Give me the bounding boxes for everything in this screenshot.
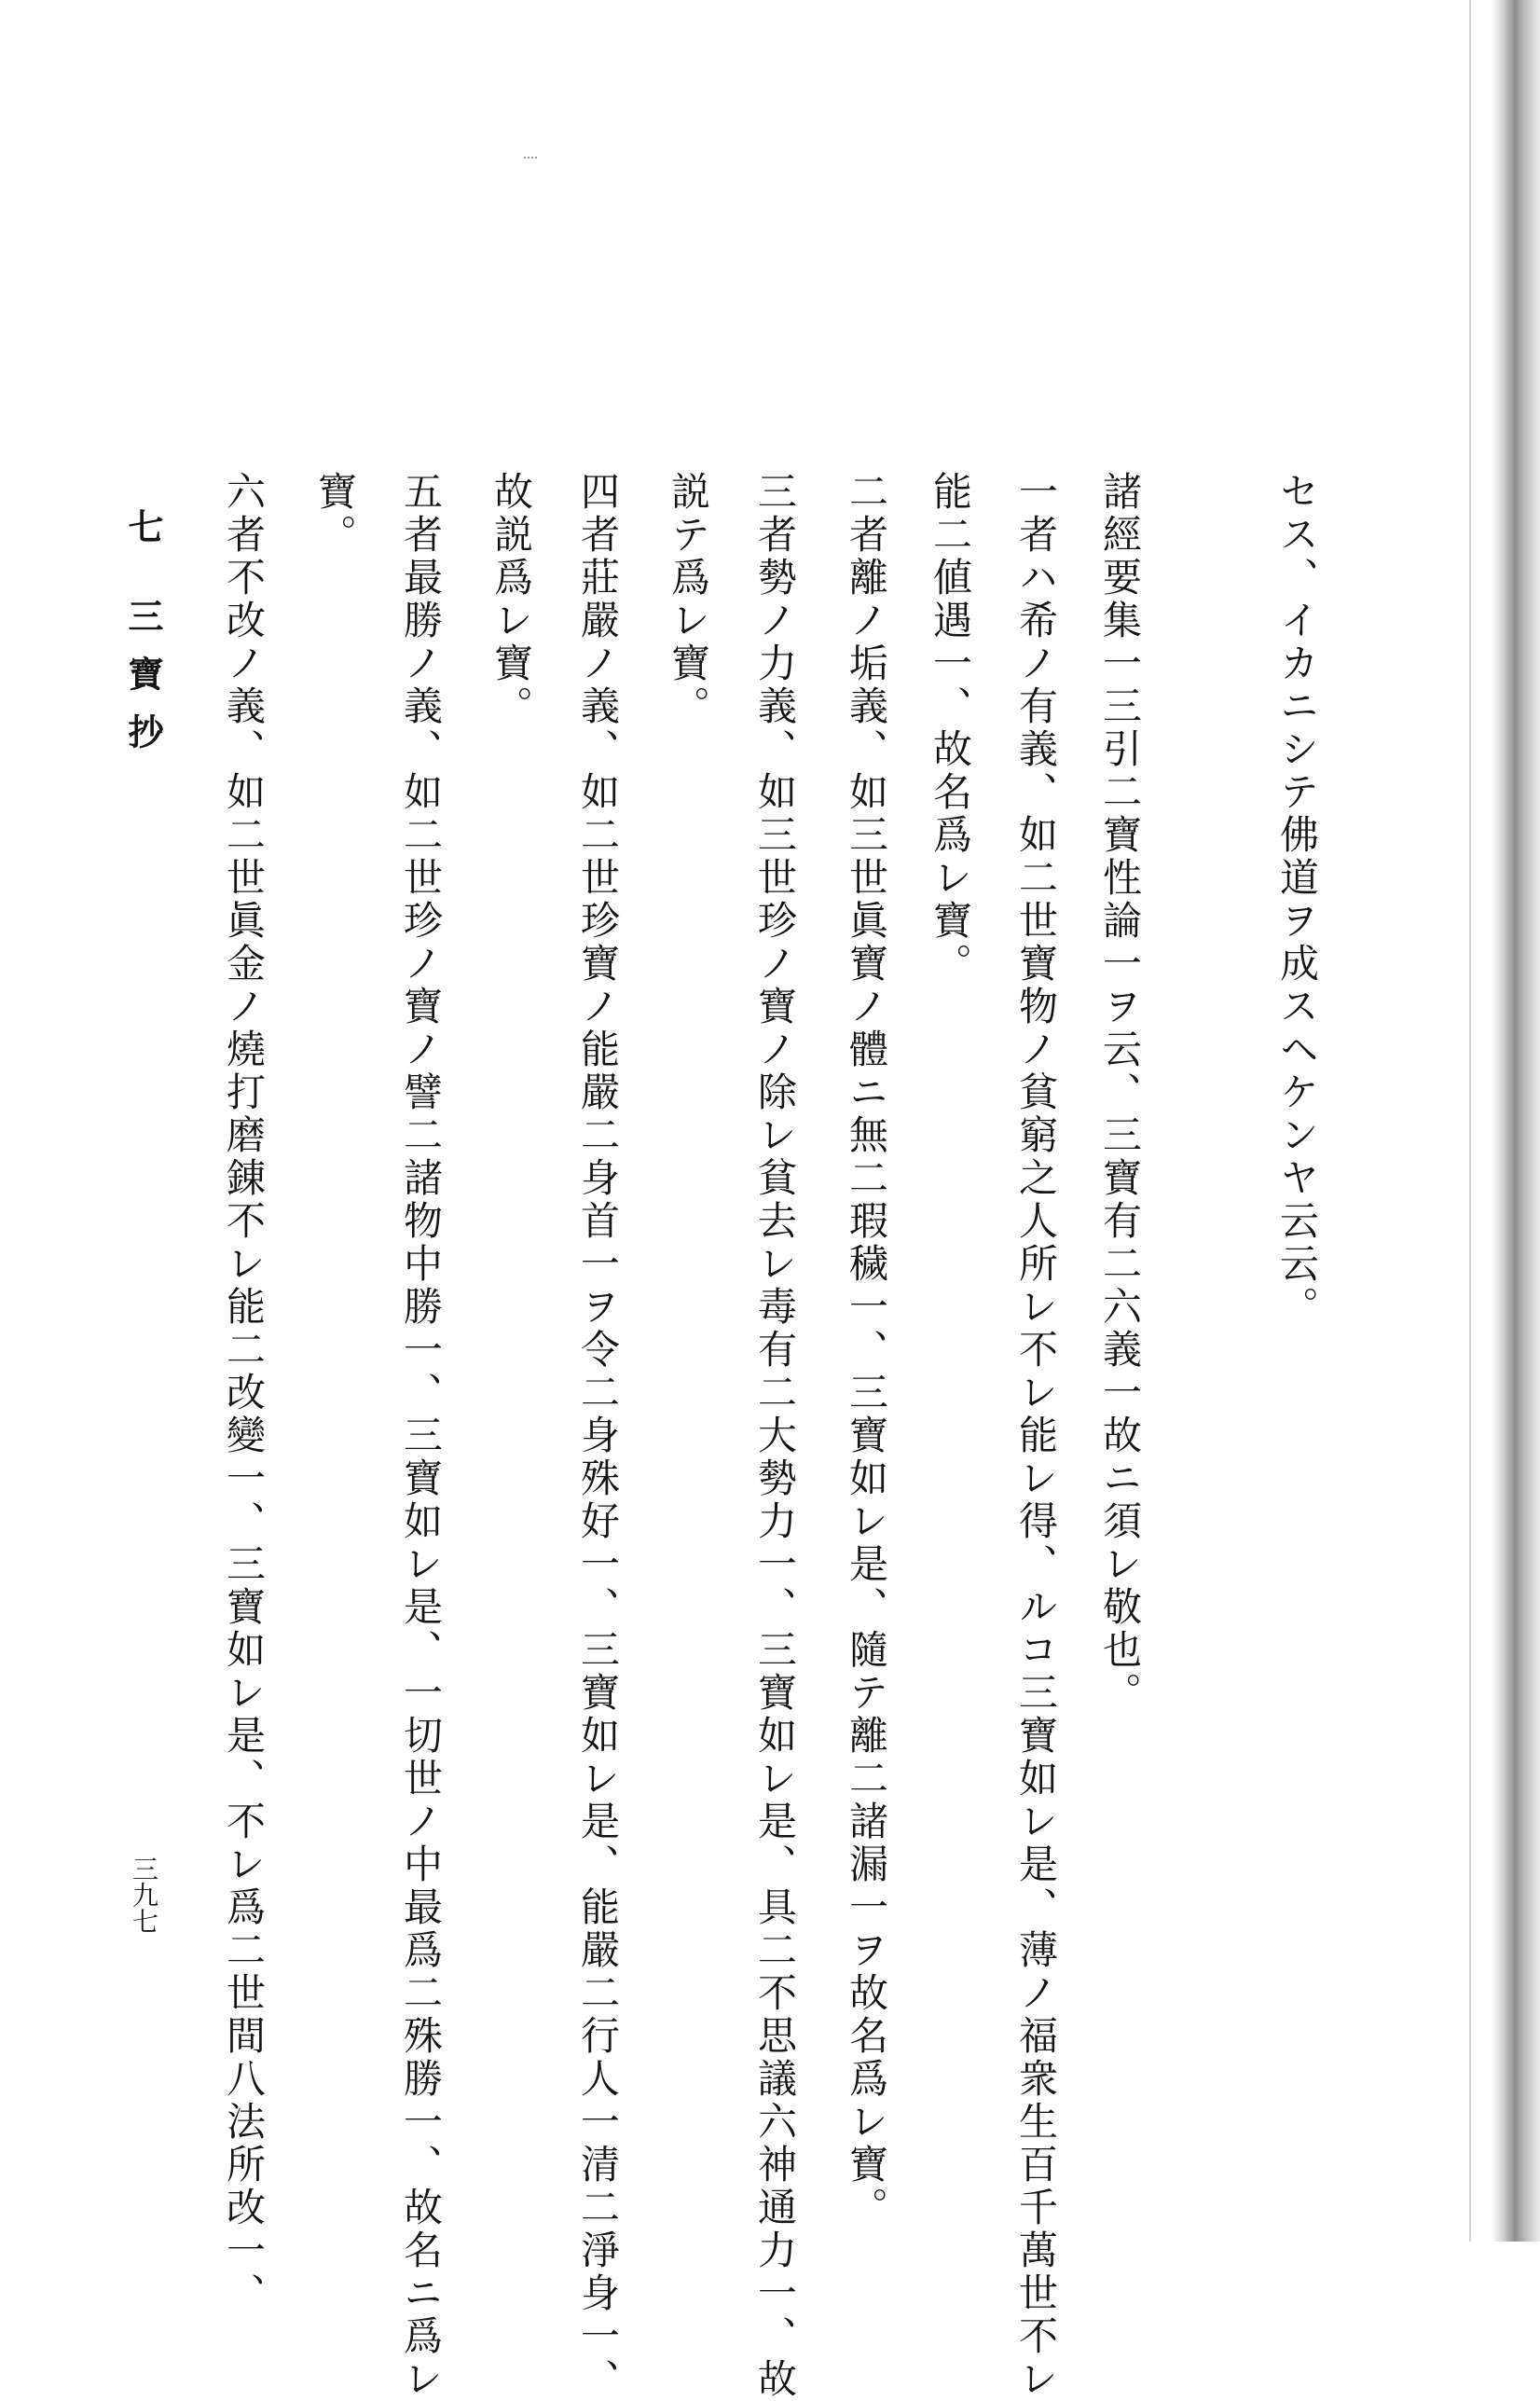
text-column-7: 説テ爲レ寶。 [666,471,711,728]
text-column-4: 能二値遇一、故名爲レ寶。 [928,471,973,986]
text-column-5: 二者離ノ垢義、如三世眞寶ノ體ニ無二瑕穢一、三寶如レ是、隨テ離二諸漏一ヲ故名爲レ寶。 [844,471,889,2229]
text-column-3: 一者ハ希ノ有義、如二世寶物ノ貧窮之人所レ不レ能レ得、ルコ三寶如レ是、薄ノ福衆生百千萬世不レ [1013,471,1059,2401]
text-column-6: 三者勢ノ力義、如三世珍ノ寶ノ除レ貧去レ毒有二大勢力一、三寶如レ是、具二不思議六神通力一、故 [752,471,798,2401]
page-edge-line [1469,0,1471,2242]
running-head [121,508,164,771]
chapter-number: 七 [122,508,164,566]
text-column-2: 諸經要集一三引二寶性論一ヲ云、三寶有二六義一故ニ須レ敬也。 [1097,471,1143,1715]
page-number: 三九七 [129,1856,159,1934]
text-column-10: 五者最勝ノ義、如二世珍ノ寶ノ譬二諸物中勝一、三寶如レ是、一切世ノ中最爲二殊勝一、故名ニ爲レ [398,471,444,2401]
scan-speck [524,157,537,162]
text-column-8: 四者莊嚴ノ義、如二世珍寶ノ能嚴二身首一ヲ令二身殊好一、三寶如レ是、能嚴二行人一清二淨身一、 [575,471,621,2401]
text-column-9: 故説爲レ寶。 [488,471,534,728]
text-column-12: 六者不改ノ義、如二世眞金ノ燒打磨錬不レ能二改變一、三寶如レ是、不レ爲二世間八法所改一、 [221,471,267,2315]
page-edge [1492,0,1540,2242]
text-column-11: 寶。 [312,471,358,557]
text-column-1: セス、イカニシテ佛道ヲ成スヘケンヤ云云。 [1274,471,1320,1329]
running-head-title: 三寶抄 [122,598,164,771]
